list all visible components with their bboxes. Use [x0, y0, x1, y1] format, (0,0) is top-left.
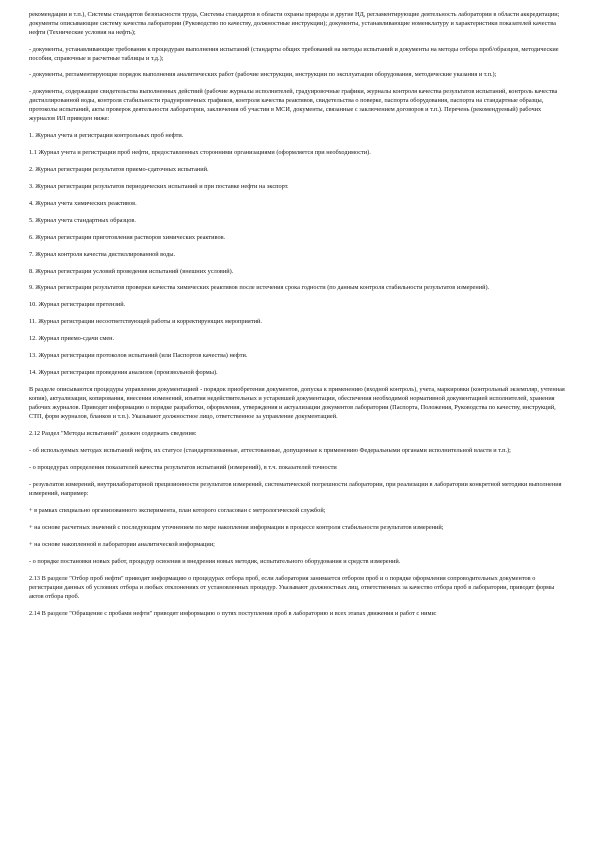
paragraph: 13. Журнал регистрации протоколов испытаний (или Паспортов качества) нефти. — [29, 352, 248, 359]
paragraph: 2. Журнал регистрации результатов приемо-сдаточных испытаний. — [29, 166, 209, 173]
paragraph: - документы, регламентирующие порядок выполнения аналитических работ (рабочие инструкции, инструкции по эксплуатации оборудования, методические указания и т.п.); — [29, 71, 497, 78]
paragraph: + на основе накопленной в лаборатории аналитической информации; — [29, 541, 215, 548]
paragraph: 14. Журнал регистрации проведения анализов (произвольной формы). — [29, 369, 218, 376]
paragraph: + в рамках специально организованного эксперимента, план которого согласован с метрологической службой; — [29, 507, 326, 514]
paragraph: 9. Журнал регистрации результатов проверки качества химических реактивов после истечения срока годности (по данным контроля стабильности результатов измерений). — [29, 284, 490, 291]
paragraph: 3. Журнал регистрации результатов периодических испытаний и при поставке нефти на экспорт. — [29, 183, 289, 190]
paragraph: 2.13 В разделе "Отбор проб нефти" приводят информацию о процедурах отбора проб, если лаборатория занимается отбором проб и о порядке оформления сопроводительных документов о регистрации данных об условиях отбора и любых отклонениях от установленных процедур. Указывают должностных лиц, ответственных за качество отбора проб в лаборатории, приводят формы актов отбора проб. — [29, 575, 555, 600]
paragraph: 4. Журнал учета химических реактивов. — [29, 200, 137, 207]
paragraph: 5. Журнал учета стандартных образцов. — [29, 217, 136, 224]
paragraph: - о процедурах определения показателей качества результатов испытаний (измерений), в т.ч. показателей точности — [29, 464, 337, 471]
document-page — [29, 10, 566, 618]
paragraph: - о порядке постановки новых работ, процедур освоения и внедрения новых методик, испытательного оборудования и средств измерений. — [29, 558, 401, 565]
paragraph: 10. Журнал регистрации претензий. — [29, 301, 126, 308]
paragraph: 7. Журнал контроля качества дистиллированной воды. — [29, 251, 176, 258]
paragraph: - об используемых методах испытаний нефти, их статусе (стандартизованные, аттестованные, допущенные к применению Федеральными органами исполнительной власти и т.п.); — [29, 447, 511, 454]
paragraph: 6. Журнал регистрации приготовления растворов химических реактивов. — [29, 234, 226, 241]
paragraph: 1.1 Журнал учета и регистрации проб нефти, предоставленных сторонними организациями (оформляется при необходимости). — [29, 149, 371, 156]
paragraph: + на основе расчетных значений с последующим уточнением по мере накопления информации в процессе контроля стабильности результатов измерений; — [29, 524, 444, 531]
paragraph: В разделе описываются процедуры управления документацией - порядок приобретения документов, допуска к применению (входной контроль), учета, маркировки (контрольный экземпляр, учтенная копия), актуализации, копирования, внесения изменений, изъятия недействительных и устаревшей документации, обеспечения необходимой нормативной документацией исполнителей, хранения рабочих журналов. Приводят информацию о порядке разработки, оформления, утверждения и актуализации документов лаборатории (Паспорта, Положения, Руководства по качеству, инструкций, СТП, форм журналов, бланков и т.п.). Указывают должностное лицо, ответственное за управление документацией. — [29, 386, 565, 420]
paragraph: - документы, устанавливающие требования к процедурам выполнения испытаний (стандарты общих требований на методы испытаний и документы на методы отбора проб/образцов, методические пособия, справочные и расчетные таблицы и т.д.); — [29, 46, 559, 62]
paragraph: - документы, содержащие свидетельства выполненных действий (рабочие журналы исполнителей, градуировочные графики, журналы контроля качества результатов испытаний, контроль качества дистиллированной воды, контроля стабильности градуировочных графиков, контроля качества реактивов, свидетельства о поверке, паспорта оборудования, паспорта на стандартные образцы, протоколы испытаний, акты проверок деятельности лаборатории, заключения об участии в МСИ, документы, связанные с заключением договоров и т.п.). Перечень (рекомендуемый) рабочих журналов ИЛ приведен ниже: — [29, 88, 558, 122]
paragraph: рекомендации и т.п.), Системы стандартов безопасности труда, Системы стандартов в области охраны природы и другие НД, регламентирующие деятельность лаборатории в области аккредитации; документы описывающие систему качества лаборатории (Руководство по качеству, должностные инструкции); документы, устанавливающие номенклатуру и характеристики показателей качества нефти (Технические условия на нефть); — [29, 11, 560, 36]
paragraph: 2.14 В разделе "Обращение с пробами нефти" приводят информацию о путях поступления проб в лабораторию и всех этапах движения и работ с ними: — [29, 610, 437, 617]
paragraph: 8. Журнал регистрации условий проведения испытаний (внешних условий). — [29, 268, 234, 275]
paragraph: 2.12 Раздел "Методы испытаний" должен содержать сведения: — [29, 430, 197, 437]
paragraph: 11. Журнал регистрации несоответствующей работы и корректирующих мероприятий. — [29, 318, 262, 325]
paragraph: - результатов измерений, внутрилабораторной прецизионности результатов измерений, систематической погрешности лаборатории, при реализации в лаборатории конкретной методики выполнения измерений, например: — [29, 481, 562, 497]
paragraph: 12. Журнал приемо-сдачи смен. — [29, 335, 115, 342]
paragraph: 1. Журнал учета и регистрации контрольных проб нефти. — [29, 132, 184, 139]
